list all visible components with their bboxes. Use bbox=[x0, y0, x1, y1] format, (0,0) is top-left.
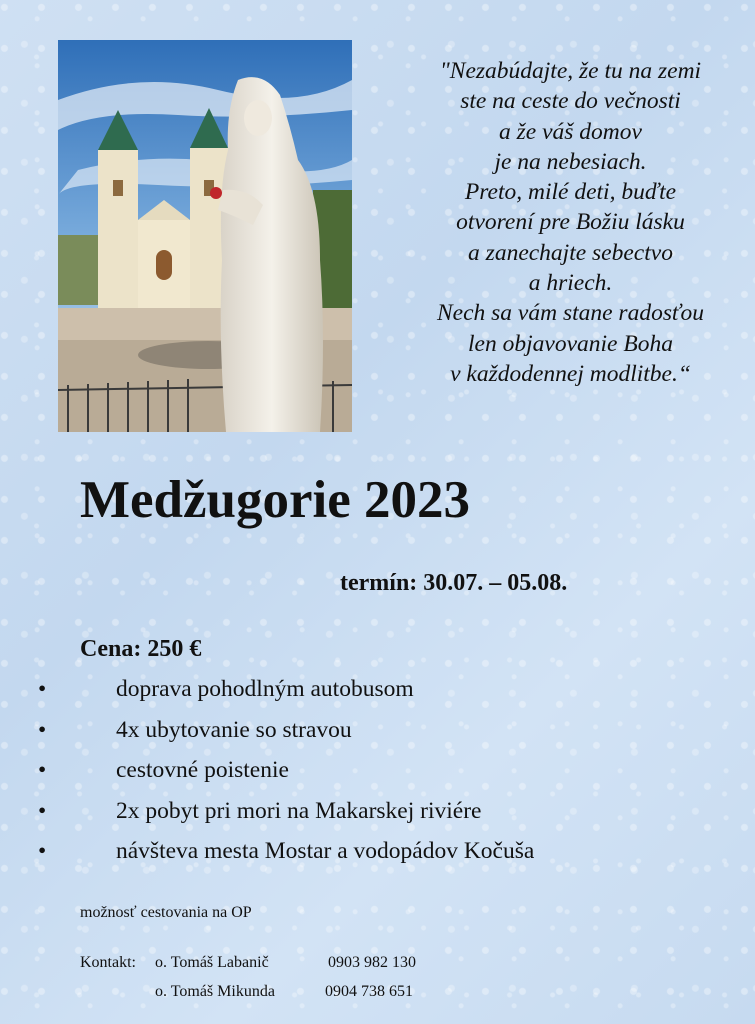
contact-name: o. Tomáš Labanič bbox=[155, 954, 269, 971]
page-title: Medžugorie 2023 bbox=[80, 471, 471, 529]
list-item-text: návšteva mesta Mostar a vodopádov Kočuša bbox=[116, 838, 535, 864]
quote-line: Preto, milé deti, buďte bbox=[464, 179, 677, 206]
bullet-icon: • bbox=[38, 757, 47, 783]
bullet-icon: • bbox=[38, 838, 47, 864]
quote-line: v každodennej modlitbe.“ bbox=[450, 360, 691, 387]
list-item-text: 2x pobyt pri mori na Makarskej riviére bbox=[116, 797, 482, 824]
list-item-text: 4x ubytovanie so stravou bbox=[116, 716, 352, 743]
bullet-icon: • bbox=[38, 676, 47, 702]
list-item-text: cestovné poistenie bbox=[116, 757, 289, 783]
quote-line: a hriech. bbox=[528, 270, 613, 297]
contact-label: Kontakt: bbox=[80, 954, 136, 971]
quote-line: je na nebesiach. bbox=[494, 148, 647, 175]
quote-line: ste na ceste do večnosti bbox=[460, 88, 681, 115]
quote-line: Nech sa vám stane radosťou bbox=[436, 300, 705, 327]
trip-dates: termín: 30.07. – 05.08. bbox=[340, 570, 568, 596]
list-item-text: doprava pohodlným autobusom bbox=[116, 676, 414, 702]
photo-illustration bbox=[58, 40, 352, 432]
contact-name: o. Tomáš Mikunda bbox=[155, 983, 275, 1000]
quote-line: a že váš domov bbox=[499, 118, 642, 145]
contact-phone: 0903 982 130 bbox=[328, 954, 416, 971]
quote-line: otvorení pre Božiu lásku bbox=[456, 209, 685, 236]
photo-church-and-virgin-mary-statue bbox=[58, 40, 352, 432]
quote-block bbox=[398, 56, 743, 389]
price: Cena: 250 € bbox=[80, 636, 202, 662]
op-travel-note: možnosť cestovania na OP bbox=[80, 904, 252, 921]
bullet-icon: • bbox=[38, 797, 47, 824]
bullet-icon: • bbox=[38, 716, 47, 743]
contact-phone: 0904 738 651 bbox=[325, 983, 413, 1000]
quote-line: a zanechajte sebectvo bbox=[468, 239, 673, 266]
quote-line: len objavovanie Boha bbox=[468, 330, 673, 357]
quote-line: "Nezabúdajte, že tu na zemi bbox=[439, 58, 702, 84]
